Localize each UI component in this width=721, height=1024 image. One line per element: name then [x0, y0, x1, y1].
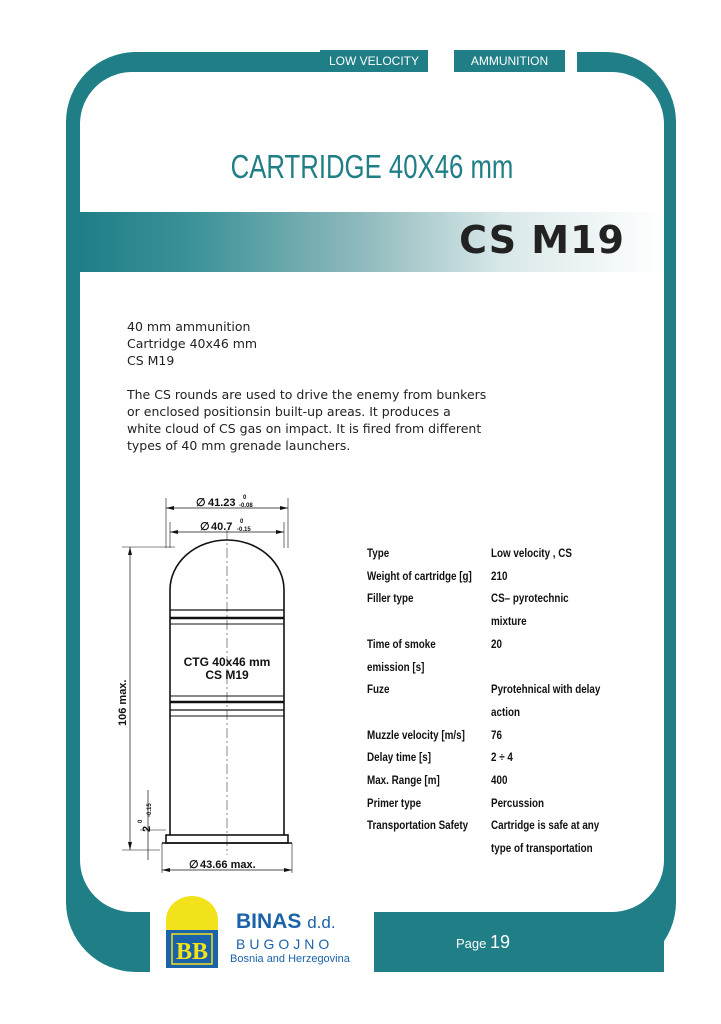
brand-name [236, 910, 336, 934]
spec-label: Fuze [367, 682, 390, 697]
brand-suffix: d.d. [307, 913, 336, 932]
binas-logo-icon [164, 894, 220, 970]
bottom-dim: 43.66 max. [200, 859, 256, 871]
spec-value: 2 ÷ 4 [491, 750, 513, 765]
arrow-head [166, 506, 174, 510]
model-title: CS M19 [459, 218, 625, 262]
intro-text [127, 318, 487, 454]
spec-label: Type [367, 546, 390, 560]
footer-band [374, 916, 664, 972]
arrow-head [128, 547, 132, 555]
intro-description: The CS rounds are used to drive the enemy from bunkers or enclosed positionsin built-up areas. It produces a white cloud of CS gas on impact. It is fired from different types of 40 mm grenade launchers. [127, 387, 487, 453]
spec-label: Transportation Safety [367, 818, 469, 833]
spec-label: Filler type [367, 591, 414, 606]
spec-value: CS– pyrotechnic [491, 591, 569, 606]
spec-label: Muzzle velocity [m/s] [367, 727, 465, 742]
spec-value: 76 [491, 727, 502, 742]
tab-separator [428, 50, 454, 74]
spec-value: 400 [491, 773, 508, 787]
brand-country: Bosnia and Herzegovina [230, 953, 350, 965]
cartridge-drawing [100, 490, 320, 880]
page-label: Page [456, 936, 487, 951]
spec-value: 20 [491, 636, 502, 651]
spec-label: Weight of cartridge [g] [367, 568, 472, 583]
page-title: CARTRIDGE 40X46 mm [230, 148, 514, 185]
arrow-head [284, 868, 292, 872]
arrow-head [276, 530, 284, 534]
intro-line: CS M19 [127, 353, 175, 368]
spec-label: Time of smoke [367, 636, 436, 651]
tab-low-velocity[interactable]: LOW VELOCITY [320, 50, 428, 72]
spec-label: emission [s] [367, 659, 425, 674]
page-number-value: 19 [490, 932, 511, 952]
spec-label: Delay time [s] [367, 750, 431, 765]
dim-top-inner-tol-lower: -0.15 [237, 527, 251, 533]
spec-value: Low velocity , CS [491, 546, 572, 560]
spec-value: Cartridge is safe at any [491, 818, 600, 833]
dim-top-outer-tol-upper: 0 [243, 495, 247, 501]
dim-top-inner-tol-upper: 0 [240, 519, 244, 525]
logo-dome [166, 896, 218, 932]
arrow-head [128, 842, 132, 850]
logo-mark: BB [175, 939, 209, 965]
intro-line: Cartridge 40x46 mm [127, 336, 258, 351]
spec-label: Max. Range [m] [367, 773, 440, 787]
diameter-symbol: ∅ [189, 859, 199, 871]
tab-separator [565, 50, 577, 74]
diameter-symbol: ∅ [196, 497, 206, 509]
spec-value: action [491, 704, 520, 719]
spec-value: 210 [491, 568, 508, 583]
brand-name-text: BINAS [236, 910, 302, 933]
body-text-line2: CS M19 [205, 668, 249, 682]
arrow-head [162, 868, 170, 872]
tab-ammunition[interactable]: AMMUNITION [454, 50, 565, 72]
rim-tol-lower: -0.15 [147, 803, 153, 817]
rim-tol-upper: 0 [138, 819, 144, 823]
spec-value: Percussion [491, 795, 545, 810]
spec-value: mixture [491, 614, 527, 629]
body-text-line1: CTG 40x46 mm [183, 655, 271, 669]
rim-label: 2 [141, 825, 153, 832]
spec-value: type of transportation [491, 841, 593, 856]
dim-top-outer-tol-lower: -0.08 [239, 503, 253, 509]
arrow-head [280, 506, 288, 510]
spec-value: Pyrotehnical with delay [491, 682, 601, 697]
dim-top-outer: 41.23 [208, 497, 236, 509]
diameter-symbol: ∅ [200, 521, 210, 533]
intro-line: 40 mm ammunition [127, 319, 251, 334]
height-label: 106 max. [117, 679, 129, 726]
arrow-head [170, 530, 178, 534]
spec-label: Primer type [367, 795, 422, 810]
dim-top-inner: 40.7 [211, 521, 233, 533]
page-number [456, 932, 510, 953]
brand-city: BUGOJNO [236, 936, 334, 952]
